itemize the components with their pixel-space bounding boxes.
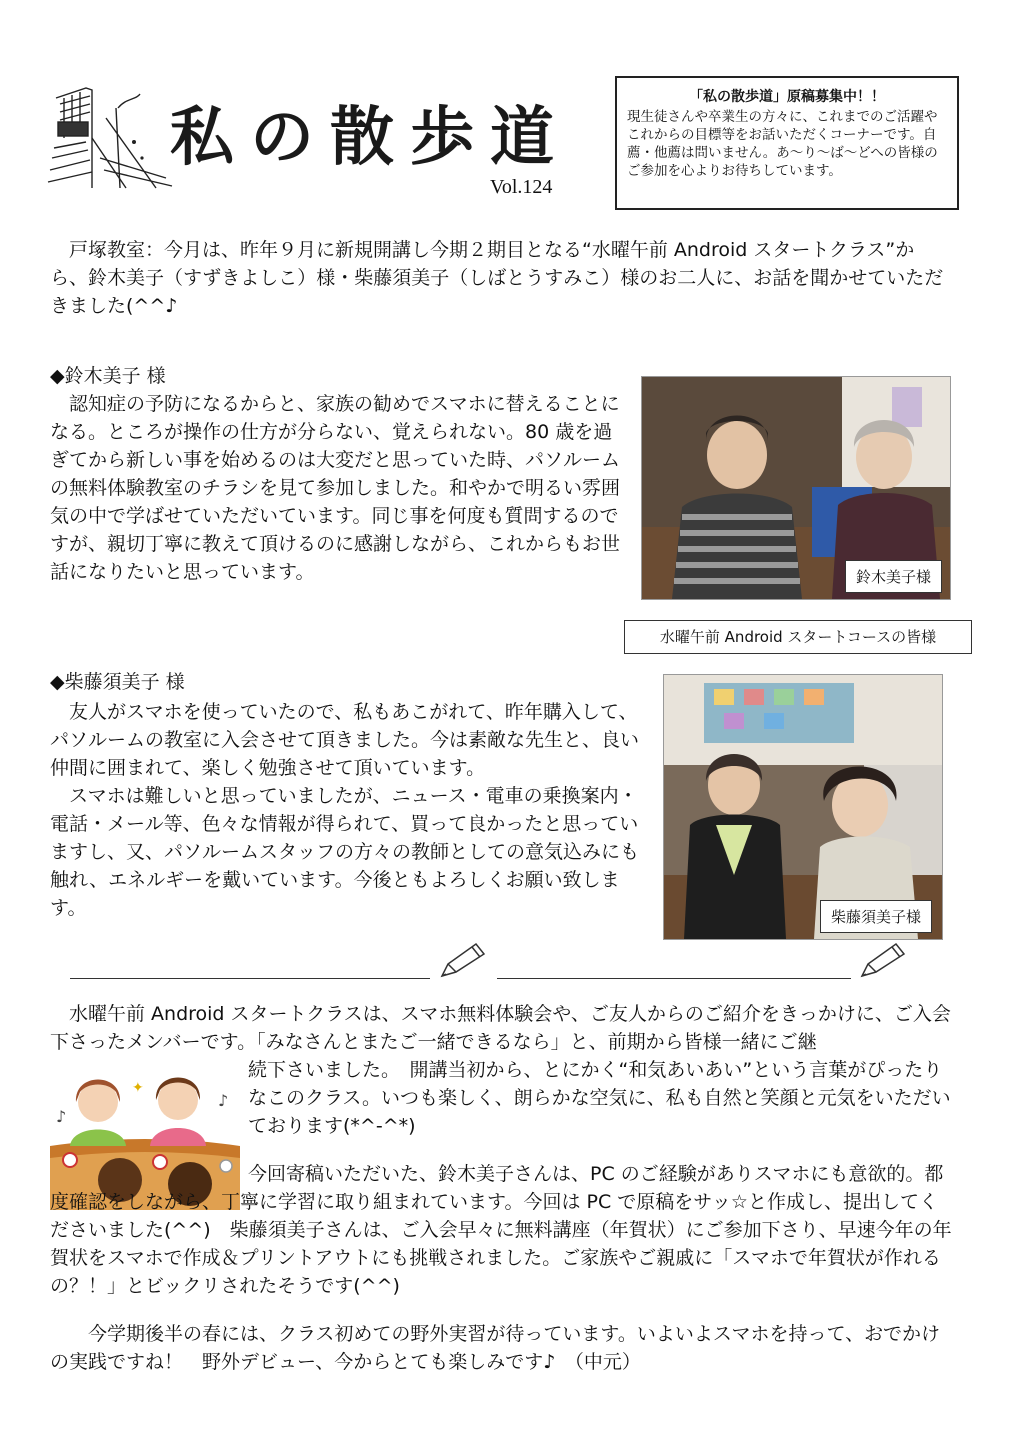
volume-number: Vol.124 — [490, 176, 553, 198]
submission-notice-box — [615, 76, 959, 210]
notice-body: 現生徒さんや卒業生の方々に、これまでのご活躍やこれからの目標等をお話いただくコーナーです。自薦・他薦は問いません。あ～り～ば～どへの皆様のご参加を心よりお待ちしています。 — [627, 109, 938, 179]
divider-line-left — [70, 978, 430, 979]
intro-paragraph: 戸塚教室：今月は、昨年９月に新規開講し今期２期目となる“水曜午前 Android スタートクラス”から、鈴木美子（すずきよしこ）様・柴藤須美子（しばとうすみこ）様のお二人に、お話を聞かせていただきました(^^♪ — [50, 239, 944, 317]
svg-text:✦: ✦ — [132, 1080, 144, 1096]
photo-1-caption: 水曜午前 Android スタートコースの皆様 — [624, 620, 972, 654]
section2-heading: ◆柴藤須美子 様 — [50, 671, 185, 693]
section1-heading: ◆鈴木美子 様 — [50, 365, 166, 387]
section2-paragraph-2: スマホは難しいと思っていましたが、ニュース・電車の乗換案内・電話・メール等、色々な情報が得られて、買って良かったと思っていますし、又、パソルームスタッフの方々の教師としての意気込みにも触れ、エネルギーを戴いています。今後ともよろしくお願い致します。 — [50, 785, 640, 919]
masthead-title: 私の散歩道 — [170, 100, 570, 175]
pencil-icon — [436, 940, 488, 982]
class-photo-2 — [663, 674, 943, 940]
report-paragraph-2: 今回寄稿いただいた、鈴木美子さんは、PC のご経験がありスマホにも意欲的。都度確認をしながら、丁寧に学習に取り組まれています。今回は PC で原稿をサッ☆と作成し、提出してくださいました(^^) 柴藤須美子さんは、ご入会早々に無料講座（年賀状）にご参加下さり、早速今年の年賀状をスマホで作成＆プリントアウトにも挑戦されました。ご家族やご親戚に「スマホで年賀状が作れるの？！」とビックリされたそうです(^^) — [50, 1163, 952, 1297]
photo-1-label: 鈴木美子様 — [845, 560, 942, 593]
pencil-icon — [856, 940, 908, 982]
report-paragraph-1-continued: 続下さいました。 開講当初から、とにかく“和気あいあい”という言葉がぴったりなこのクラス。いつも楽しく、朗らかな空気に、私も自然と笑顔と元気をいただいております(*^-^*) — [248, 1059, 951, 1137]
section2-paragraph-1: 友人がスマホを使っていたので、私もあこがれて、昨年購入して、パソルームの教室に入会させて頂きました。今は素敵な先生と、良い仲間に囲まれて、楽しく勉強させて頂いています。 — [50, 701, 640, 779]
section1-body: 認知症の予防になるからと、家族の勧めでスマホに替えることになる。ところが操作の仕方が分らない、覚えられない。80 歳を過ぎてから新しい事を始めるのは大変だと思っていた時、パソルームの無料体験教室のチラシを見て参加しました。和やかで明るい雰囲気の中で学ばせていただいています。同じ事を何度も質問するのですが、親切丁寧に教えて頂けるのに感謝しながら、これからもお世話になりたいと思っています。 — [50, 393, 621, 583]
report-paragraph-3: 今学期後半の春には、クラス初めての野外実習が待っています。いよいよスマホを持って、おでかけの実践ですね！ 野外デビュー、今からとても楽しみです♪ （中元） — [50, 1323, 940, 1373]
notice-title: 「私の散歩道」原稿募集中！！ — [689, 89, 885, 105]
photo-2-label: 柴藤須美子様 — [820, 900, 932, 933]
section2-body — [50, 698, 654, 922]
report-paragraph-1: 水曜午前 Android スタートクラスは、スマホ無料体験会や、ご友人からのご紹介をきっかけに、ご入会下さったメンバーです。「みなさんとまたご一緒できるなら」と、前期から皆様一緒にご継 — [50, 1003, 951, 1053]
svg-text:♪: ♪ — [56, 1107, 67, 1126]
divider-line-right — [497, 978, 851, 979]
street-sketch-illustration — [46, 78, 176, 196]
class-photo-1 — [641, 376, 951, 600]
svg-text:♪: ♪ — [218, 1091, 229, 1110]
